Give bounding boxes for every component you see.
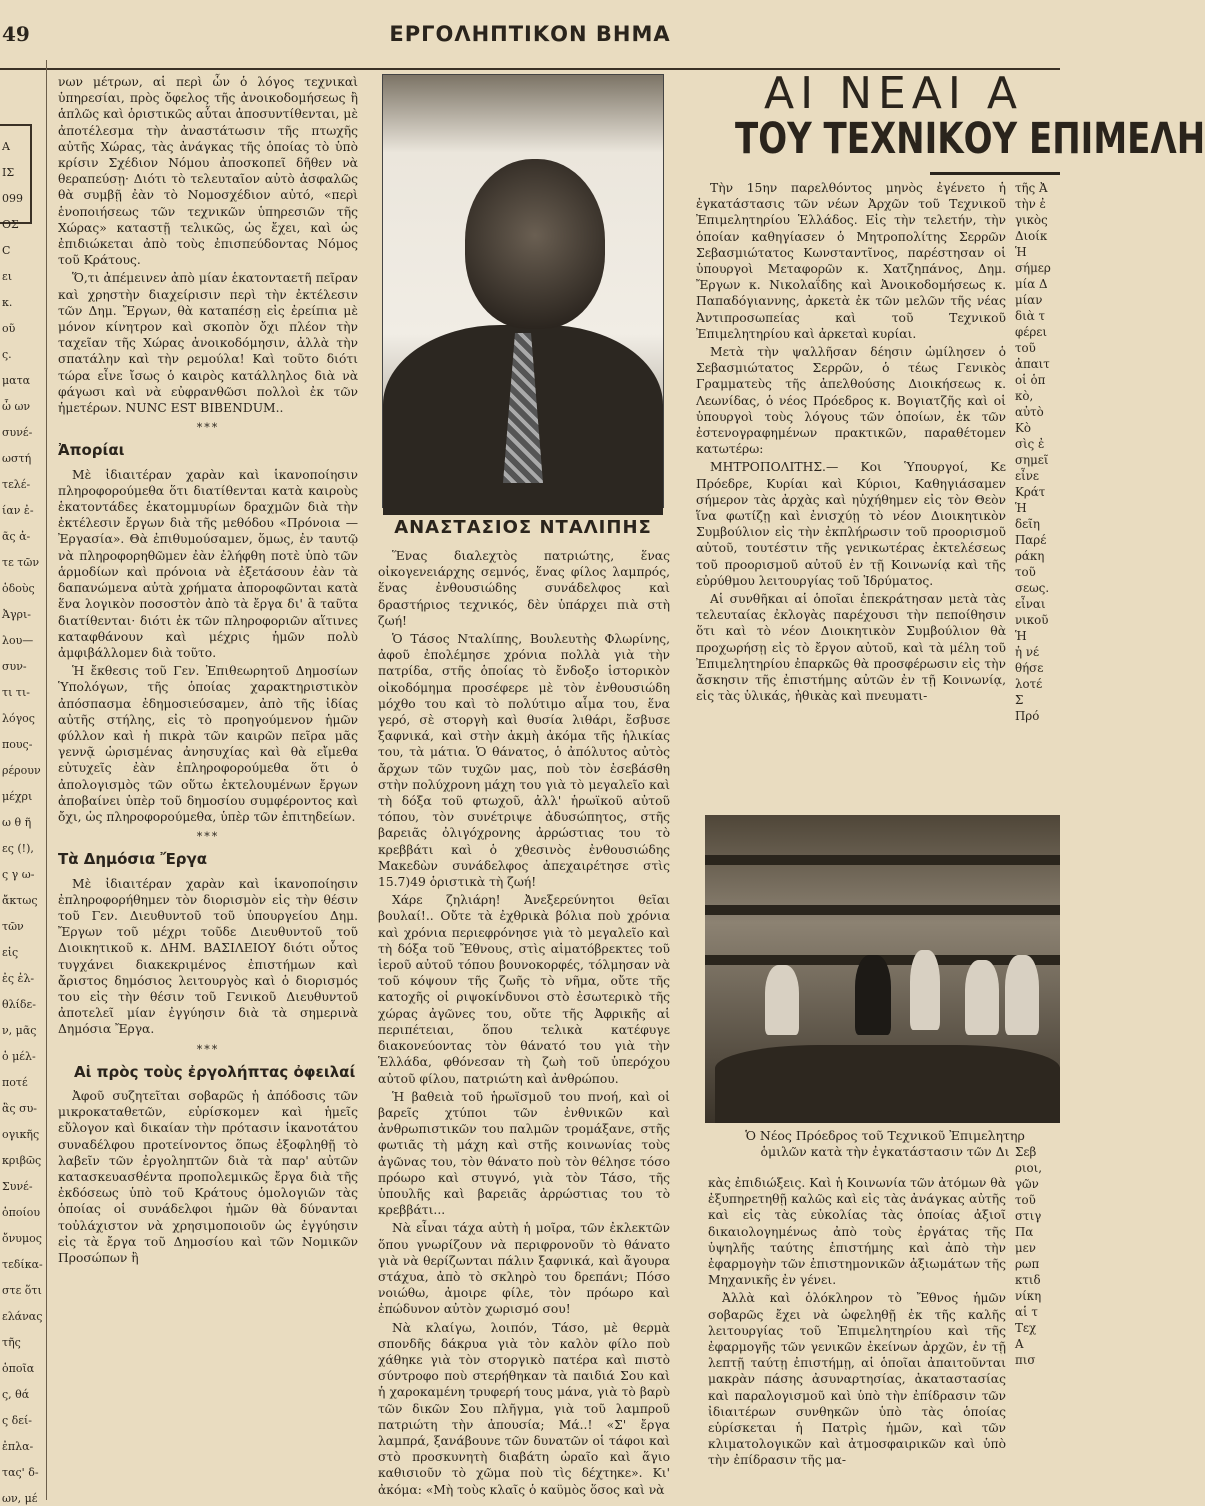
cutoff-fragment: θλίδε- (2, 998, 36, 1011)
cutoff-fragment: C (2, 244, 11, 257)
section-ofeilai-text (58, 1088, 358, 1266)
obituary-text (378, 548, 670, 1498)
section-title-aporiai: Ἀπορίαι (58, 441, 125, 460)
paragraph: ΜΗΤΡΟΠΟΛΙΤΗΣ.— Κοι Ὑπουργοί, Κε Πρόεδρε, Κυρίαι καὶ Κύριοι, Καθηγιάσαμεν σήμερον τὰς ἀρχὰς καὶ ηὐχήθημεν εἰς τὸν Θεὸν ἵνα φωτίζῃ καὶ ἐνισχύῃ τὸ νέον Διοικητικὸν Συμβούλιον εἰς τὴν ἐκπλήρωσιν τοῦ προορισμοῦ αὐτοῦ, τουτέστιν τῆς γενικωτέρας ἐκτελέσεως τοῦ προορισμοῦ αὐτοῦ ἐν τῇ Κοινωνίᾳ καὶ τῆς εὐρύθμου λειτουργίας τοῦ Ἱδρύματος. (696, 460, 1006, 588)
cutoff-fragment: ἂς συ- (2, 1102, 37, 1115)
photo-figure (1005, 955, 1039, 1035)
edge-fragment: φέρει (1015, 325, 1048, 339)
edge-fragment: ριοι, (1015, 1161, 1043, 1175)
edge-fragment: σήμερ (1015, 261, 1051, 275)
cutoff-fragment: ποτέ (2, 1076, 28, 1089)
edge-fragment: Σ (1015, 693, 1024, 707)
paragraph: Ἡ ἔκθεσις τοῦ Γεν. Ἐπιθεωρητοῦ Δημοσίων Ὑπολόγων, τῆς ὁποίας χαρακτηριστικὸν ἀπόσπασμα ἐδημοσιεύσαμεν, ἀπὸ τῆς ἰδίας αὐτῆς στήλης, εἰς τὸ προηγούμενον ἡμῶν φύλλον καὶ ἡ πικρὰ τῶν καιρῶν πεῖρα μᾶς γεννᾷ ὡρισμένας ἀνησυχίας καὶ θὰ εἴμεθα εὐτυχεῖς ἐὰν ἐπληροφορούμεθα ὅτι ὁ ἀπολογισμὸς τῶν οὕτω ἐκτελουμένων ἔργων ἀποβαίνει ὑπὲρ τοῦ δημοσίου συμφέροντος καὶ ὄχι, ὡς πληροφορούμεθα, ὑπὲρ τῶν ἐπιτηδείων. (58, 664, 358, 824)
photo-figure (965, 960, 999, 1035)
cutoff-fragment: ν, μᾶς (2, 1024, 37, 1037)
edge-fragment: κὸ, (1015, 389, 1034, 403)
photo-shelf (705, 905, 1060, 915)
edge-fragment: Α (1015, 1337, 1024, 1351)
cutoff-fragment: ς δεί- (2, 1414, 33, 1427)
edge-fragment: εἶναι (1015, 597, 1046, 611)
separator-stars: *** (196, 421, 220, 435)
cutoff-fragment: ᾶς ἀ- (2, 530, 31, 543)
page-number: 49 (2, 22, 30, 46)
cutoff-fragment: ὁποῖα (2, 1362, 35, 1375)
edge-fragment: τοῦ (1015, 565, 1036, 579)
right-column-text (696, 180, 1006, 800)
cutoff-fragment: ματα (2, 374, 31, 387)
edge-fragment: γικὸς (1015, 213, 1048, 227)
edge-fragment: ἡ νέ (1015, 645, 1040, 659)
portrait-head (465, 159, 605, 329)
edge-fragment: Ἡ (1015, 245, 1027, 259)
cutoff-fragment: ρέρουν (2, 764, 41, 777)
paragraph: Μὲ ἰδιαιτέραν χαρὰν καὶ ἱκανοποίησιν πληροφορούμεθα ὅτι διατίθενται κατὰ καιροὺς ἑκατοντάδες ἑκατομμυρίων δραχμῶν διὰ τὴν ἐκτέλεσιν ἔργων διὰ τῆς μεθόδου «Πρόνοια — Ἐργασία». Θὰ ἐπιθυμούσαμεν, ὅμως, ἐν ταυτῷ νὰ πληροφορηθῶμεν ἐὰν ἐλήφθη ποτὲ ὑπὸ τῶν ἁρμοδίων καὶ πρόνοια νὰ ἐξετάσουν ἐὰν τὰ δαπανώμενα αὐτὰ χρήματα ἀποροφῶνται κατὰ ἕνα λογικὸν ποσοστὸν ἀπὸ τὰ ἔργα δι' ἃ ταῦτα διατίθενται· διότι ἐκ τῶν πληροφοριῶν αἵτινες καταφθάνουν καὶ μέχρις ἡμῶν πολὺ ἀμφιβάλλομεν διὰ τοῦτο. (58, 467, 358, 660)
cutoff-fragment: τι τι- (2, 686, 31, 699)
paragraph: Νὰ κλαίγω, λοιπόν, Τάσο, μὲ θερμὰ σπονδῆς δάκρυα γιὰ τὸν καλὸν φίλο ποὺ χάθηκε γιὰ τὸν στοργικὸ πατέρα καὶ πιστὸ σύντροφο ποὺ στερήθηκαν τὰ παιδιά Σου καὶ ἡ χαροκαμένη τρυφερή τους μάνα, γιὰ τὸ βαρὺ τῶν δικῶν Σου πλῆγμα, γιὰ τοῦ λαμπροῦ πατριώτη τὴν ἀπουσία; Μά..! «Σ' ἔργα λαμπρά, ξανάβουνε τῶν δυνατῶν οἱ τάφοι καὶ στὸ προσκυνητὴ διαβάτη ὡραῖο καὶ ἅγιο καθισιοῦν τὸ χῶμα ποὺ τὶς δέχτηκε». Κι' ἀκόμα: «Μὴ τοὺς κλαῖς ὁ καϋμὸς ὅσος καὶ νὰ (378, 1320, 670, 1497)
edge-fragment: σημεῖ (1015, 453, 1049, 467)
section-dimosia-erga-text (58, 876, 358, 1038)
cutoff-fragment: ω θ ῆ (2, 816, 32, 829)
cutoff-fragment: συν- (2, 660, 27, 673)
cutoff-fragment: ΙΣ (2, 166, 15, 179)
edge-fragment: ρωπ (1015, 1257, 1040, 1271)
edge-fragment: οἱ ὁπ (1015, 373, 1046, 387)
headline-rule (930, 172, 1060, 175)
left-cutoff-column (0, 60, 47, 1505)
separator-stars: *** (196, 1042, 220, 1056)
edge-fragment: αὐτὸ (1015, 405, 1044, 419)
separator-stars: *** (196, 830, 220, 844)
edge-fragment: μίαν (1015, 293, 1043, 307)
cutoff-fragment: ς, θά (2, 1388, 30, 1401)
edge-fragment: τοῦ (1015, 341, 1036, 355)
cutoff-fragment: στε ὅτι (2, 1284, 42, 1297)
edge-fragment: Ἡ (1015, 629, 1027, 643)
article-text (696, 180, 1006, 705)
paragraph: Ἡ βαθειὰ τοῦ ἡρωϊσμοῦ του πνοή, καὶ οἱ βαρεῖς χτύποι τῶν ἐνθνικῶν καὶ ἀνθρωπιστικῶν του παλμῶν τρομάξανε, στῆς φωτιᾶς τὴ μάχη καὶ στῆς κοινωνίας τοὺς ἀγῶνας του, τὸν θάνατο ποὺ τὸν θέλησε τόσο πρόωρο καὶ στυγνό, γιὰ τὸν Τάσο, τῆς ὑπουλῆς καὶ βαρειᾶς ἀρρώστιας του τὸ κρεββάτι... (378, 1089, 670, 1218)
cutoff-fragment: τῶν (2, 920, 24, 933)
left-intro-text (58, 74, 358, 416)
paragraph: Αἱ συνθῆκαι αἱ ὁποῖαι ἐπεκράτησαν μετὰ τὰς τελευταίας ἐκλογὰς παρέχουσι τὴν πεποίθησιν ὅτι καὶ τὸ νέον Διοικητικὸν Συμβούλιον θὰ προχωρήσῃ εἰς τὸ ἔργον αὐτοῦ, καὶ τὰ μέλη τοῦ Ἐπιμελητηρίου ἐπαρκῶς θὰ προσφέρωσιν εἰς τὴν ἄσκησιν τῆς ἐπιστήμης αὐτῶν ἐν τῇ Κοινωνίᾳ, εἰς τὰς ὑλικάς, ἠθικὰς καὶ πνευματι- (696, 592, 1006, 704)
cutoff-fragment: ων, μέ (2, 1492, 38, 1505)
cutoff-fragment: τεδίκα- (2, 1258, 43, 1271)
edge-fragment: σὶς ἐ (1015, 437, 1045, 451)
edge-fragment: μία Δ (1015, 277, 1048, 291)
paragraph: κὰς ἐπιδιώξεις. Καὶ ἡ Κοινωνία τῶν ἀτόμων θὰ ἐξυπηρετηθῇ καλῶς καὶ εἰς τὰς ἀνάγκας αὐτῆς καὶ εἰς τὰς εὐκολίας τὰς ὁποίας ἀξιοῖ δικαιολογημένως ἀπὸ τοὺς ἐργάτας τῆς ὑψηλῆς ταύτης ἐπιστήμης καὶ ἀπὸ τὴν ἐφαρμογὴν τῶν ἐπιστημονικῶν ἀξιωμάτων τῆς Μηχανικῆς ἐν γένει. (708, 1176, 1006, 1288)
edge-fragment: πισ (1015, 1353, 1036, 1367)
paragraph: Ἀλλὰ καὶ ὁλόκληρον τὸ Ἔθνος ἡμῶν σοβαρῶς ἔχει νὰ ὠφεληθῇ ἐκ τῆς καλῆς λειτουργίας τοῦ Ἐπιμελητηρίου καὶ τῆς ἐφαρμογῆς τῶν γενικῶν ἐκείνων ἀρχῶν, ἐν τῇ λεπτῇ ταύτῃ ἐπιστήμῃ, αἱ ὁποῖαι ἀπαιτοῦνται μακρὰν πάσης ἀσυναρτησίας, ἀκαταστασίας καὶ παραλογισμοῦ καὶ ὑπὸ τὴν ἐπίδρασιν τῶν ἰδιαιτέρων συνθηκῶν ὑπὸ τὰς ὁποίας εὑρίσκεται ἡ Πατρὶς ἡμῶν, καὶ τῶν κλιματολογικῶν καὶ ἀτμοσφαιρικῶν καὶ ὑπὸ τὴν ἐπίδρασιν τῆς μα- (708, 1291, 1006, 1468)
cutoff-fragment: ς γ ω- (2, 868, 35, 881)
cutoff-fragment: Ἀγρι- (2, 608, 32, 621)
paragraph: Νὰ εἶναι τάχα αὐτὴ ἡ μοῖρα, τῶν ἐκλεκτῶν ὅπου γνωρίζουν νὰ περιφρονοῦν τὸ θάνατο γιὰ νὰ θερίζωνται πάλιν ξαφνικά, καὶ ἄγουρα στάχυα, ἀπὸ τὸ σκληρὸ του δρεπάνι; Πόσο νοιώθω, ἀμοιρε φίλε, τὸν πρόωρο καὶ ἐπώδυνον αὐτὸν χωρισμό σου! (378, 1221, 670, 1317)
edge-fragment: Τεχ (1015, 1321, 1037, 1335)
ceremony-caption (710, 1128, 1060, 1160)
cutoff-fragment: ίαν ἐ- (2, 504, 34, 517)
edge-fragment: σεως. (1015, 581, 1050, 595)
cutoff-fragment: ογικῆς (2, 1128, 40, 1141)
edge-fragment: Διοίκ (1015, 229, 1048, 243)
cutoff-fragment: συνέ- (2, 426, 33, 439)
portrait-caption: ΑΝΑΣΤΑΣΙΟΣ ΝΤΑΛΙΠΗΣ (394, 517, 652, 538)
edge-fragment: Κράτ (1015, 485, 1046, 499)
edge-fragment: Κὸ (1015, 421, 1031, 435)
cutoff-fragment: ς. (2, 348, 12, 361)
edge-fragment: εἶνε (1015, 469, 1040, 483)
paragraph: Μὲ ἰδιαιτέραν χαρὰν καὶ ἱκανοποίησιν ἐπληροφορήθημεν τὸν διορισμὸν εἰς τὴν θέσιν τοῦ Γεν. Διευθυντοῦ τοῦ ὑπουργείου Δημ. Ἔργων τοῦ μέχρι τοῦδε Διευθυντοῦ τοῦ Διοικητικοῦ κ. ΔΗΜ. ΒΑΣΙΛΕΙΟΥ διότι οὗτος τυγχάνει διακεκριμένος ἐπιστήμων καὶ ἄριστος δημόσιος λειτουργὸς καὶ ὁ διορισμός του εἰς τὴν θέσιν τοῦ Γενικοῦ Διευθυντοῦ ἀποτελεῖ μίαν ἐγγύησιν διὰ τὰ σημερινὰ Δημόσια Ἔργα. (58, 876, 358, 1037)
cutoff-fragment: ει (2, 270, 13, 283)
cutoff-fragment: ὧ ων (2, 400, 31, 413)
edge-fragment: Πρό (1015, 709, 1040, 723)
paragraph: Χάρε ζηλιάρη! Ἀνεξερεύνητοι θεῖαι βουλαί!.. Οὔτε τὰ ἐχθρικὰ βόλια ποὺ χρόνια καὶ χρόνια περιεφρόνησε γιὰ τὸ μεγαλεῖο καὶ τὴ δόξα τοῦ Ἔθνους, στὶς αἱματόβρεκτες τοῦ ἱεροῦ αὐτοῦ τόπου βουνοκορφές, τόλμησαν νὰ τοῦ κόψουν τῆς ζωῆς τὸ νῆμα, οὔτε τῆς κατοχῆς οἱ ριψοκίνδυνοι στὸ ἐσωτερικὸ τῆς χώρας ἀγῶνες του, οὔτε τῆς Ἀφρικῆς αἱ περιπέτειαι, ὅπου τελικὰ κατέφυγε διακονεύοντας τὸν θάνατό του γιὰ τὴν Ἑλλάδα, φθόνεσαν τὴ ζωὴ τοῦ ὑπερόχου αὐτοῦ φίλου, πατριώτη καὶ ἀνθρώπου. (378, 893, 670, 1086)
ceremony-photo (705, 815, 1060, 1123)
paragraph: Ὅ,τι ἀπέμεινεν ἀπὸ μίαν ἑκατονταετῆ πεῖραν καὶ χρηστὴν διαχείρισιν περὶ τὴν ἐκτέλεσιν τῶν Δημ. Ἔργων, θὰ καταπέσῃ εἰς ἐρείπια μὲ μόνον κίνητρον καὶ σκοπὸν ὄχι πλέον τὴν ταχεῖαν τῆς Χώρας ἀνοικοδόμησιν, ἀλλὰ τὴν σπατάλην καὶ τὴν ρεμούλα! Καὶ τοῦτο διότι τώρα εἶνε ἴσως ὁ καιρὸς κατάλληλος διὰ νὰ φάγωσι καὶ νὰ εὐφρανθῶσι πολλοὶ ἐκ τῶν ἡμετέρων. NUNC EST BIBENDUM.. (58, 271, 358, 416)
edge-fragment: μεν (1015, 1241, 1036, 1255)
middle-column-text (378, 548, 670, 1500)
edge-fragment: Ἡ (1015, 501, 1027, 515)
cutoff-fragment: ΟΣ (2, 218, 19, 231)
edge-fragment: νικοῦ (1015, 613, 1049, 627)
cutoff-fragment: λου— (2, 634, 34, 647)
cutoff-fragment: ἐς ἐλ- (2, 972, 35, 985)
cutoff-fragment: ωστή (2, 452, 32, 465)
edge-fragment-list (1015, 180, 1060, 1368)
photo-figure (855, 955, 891, 1035)
ceremony-caption-line-2: ὁμιλῶν κατὰ τὴν ἐγκατάστασιν τῶν Δι (760, 1144, 1010, 1159)
cutoff-fragment: τῆς (2, 1336, 21, 1349)
cutoff-fragment: οῦ (2, 322, 16, 335)
cutoff-fragment: εἰς (2, 946, 19, 959)
edge-fragment: Σεβ (1015, 1145, 1037, 1159)
edge-fragment: γῶν (1015, 1177, 1039, 1191)
masthead: ΕΡΓΟΛΗΠΤΙΚΟΝ ΒΗΜΑ (389, 22, 671, 46)
edge-fragment: ἀπαιτ (1015, 357, 1050, 371)
cutoff-fragment: ες (!), (2, 842, 34, 855)
portrait-photo (382, 74, 664, 508)
edge-fragment: λοτέ (1015, 677, 1043, 691)
cutoff-fragment: Συνέ- (2, 1180, 33, 1193)
section-title-dimosia-erga: Τὰ Δημόσια Ἔργα (58, 850, 208, 869)
cutoff-fragment: μέχρι (2, 790, 33, 803)
section-aporiai-text (58, 467, 358, 825)
edge-fragment: δεῖη (1015, 517, 1040, 531)
paragraph: Μετὰ τὴν ψαλλῆσαν δέησιν ὡμίλησεν ὁ Σεβασμιώτατος Σερρῶν, ὁ τέως Γενικὸς Γραμματεὺς τῆς ἀπελθούσης Διοικήσεως κ. Λεωνίδας, ὁ νέος Πρόεδρος κ. Βογιατζῆς καὶ οἱ ὑπουργοὶ τοὺς λόγους τῶν ὁποίων, ἐκ τῶν ἐστενογραφημένων πρακτικῶν, παραθέτομεν κατωτέρω: (696, 345, 1006, 457)
paragraph: νων μέτρων, αἱ περὶ ὧν ὁ λόγος τεχνικαὶ ὑπηρεσίαι, πρὸς ὄφελος τῆς ἀνοικοδομήσεως ἢ ἁπλῶς καὶ ὁριστικῶς αὗται ἀποσυντίθενται, μὲ ἀποτέλεσμα τὴν ἀναστάτωσιν τῆς πτωχῆς αὐτῆς Χώρας, τὰς ἀνάγκας τῆς ὁποίας τὸ ὑπὸ κρίσιν Σχέδιον Νόμου ἀποσκοπεῖ δῆθεν νὰ θεραπεύσῃ· Διότι τὸ τελευταῖον αὐτὸ ἀσφαλῶς θὰ συμβῇ ἐὰν τὸ Νομοσχέδιον αὐτό, «περὶ ἑνοποιήσεως τῶν τεχνικῶν ὑπηρεσιῶν τῆς Χώρας» καταστῇ τελικῶς, ὡς ἔχει, καὶ ὡς ἐπιδιώκεται ἀπὸ τοὺς ἐπισπεύδοντας Νόμος τοῦ Κράτους. (58, 75, 358, 268)
edge-fragment: διὰ τ (1015, 309, 1045, 323)
edge-fragment: στιγ (1015, 1209, 1042, 1223)
paragraph: Ὁ Τάσος Νταλίπης, Βουλευτὴς Φλωρίνης, ἀφοῦ ἐπολέμησε χρόνια πολλὰ γιὰ τὴν πατρίδα, στῆς ὁποίας τὸ ἔνδοξο ἱστορικὸν οἰκοδόμημα προσέφερε μὲ τὸν ἐνθουσιώδη μόχθο του καὶ τὸ πολύτιμο αἷμα του, ἕνα γερό, σὲ στοργὴ καὶ θυσία λιθάρι, ἔσβυσε ξαφνικά, καὶ στὴν ἀκμὴ ἀκόμα τῆς ἡλικίας του, τὰ μάτια. Ὁ θάνατος, ὁ ἀπόλυτος αὐτὸς ἄρχων τῶν τυχῶν μας, ποὺ τὸν ἐσεβάσθη στὴν πολύχρονη μάχη του γιὰ τὸ μεγαλεῖο καὶ τὴ δόξα τοῦ φτωχοῦ, ἀλλ' ἡρωϊκοῦ αὐτοῦ τόπου, τὸν συνέτριψε ἀδυσώπητος, στῆς βαρειᾶς ὀλιγόχρονης ἀρρώστιας του τὸ κρεββάτι καὶ ὁ χθεσινὸς ἐνθουσιώδης Μακεδὼν συνάδελφος ἀπεχαιρέτησε στὶς 15.7)49 ὁριστικὰ τὴ ζωή! (378, 632, 670, 890)
photo-shelf (705, 855, 1060, 865)
cutoff-fragment: ἐπλα- (2, 1440, 34, 1453)
photo-figure (765, 965, 799, 1035)
right-lower-text (708, 1175, 1006, 1500)
cutoff-fragment: τε τῶν (2, 556, 40, 569)
cutoff-fragment: 099 (2, 192, 23, 205)
headline-line-1: ΑΙ ΝΕΑΙ Α (764, 68, 1023, 119)
edge-fragment: Παρέ (1015, 533, 1047, 547)
cutoff-fragment: ὄνυμος (2, 1232, 42, 1245)
page-header (0, 18, 1060, 54)
cutoff-fragment: πους- (2, 738, 33, 751)
paragraph: Ἀφοῦ συζητεῖται σοβαρῶς ἡ ἀπόδοσις τῶν μικροκαταθετῶν, εὑρίσκομεν καὶ ἡμεῖς εὔλογον καὶ δικαίαν τὴν πρότασιν ἱκανοτάτου συναδέλφου προτείνοντος ὅπως ἐξοφληθῇ τὸ λαβεῖν τῶν ἐργοληπτῶν διὰ τὰ παρ' αὐτῶν κατασκευασθέντα προπολεμικῶς ἔργα διὰ τῆς ἐκδόσεως ὑπὸ τοῦ Κράτους ὁμολογιῶν τὰς ὁποίας οἱ συνάδελφοι ἡμῶν θὰ δύνανται τοὐλάχιστον νὰ χρησιμοποιοῦν ὡς ἐγγύησιν εἰς τὰ ἔργα τοῦ Δημοσίου καὶ τῶν Νομικῶν Προσώπων ἢ (58, 1088, 358, 1266)
cutoff-fragment: ἄκτως (2, 894, 38, 907)
article-continued-text (708, 1175, 1006, 1469)
section-title-ofeilai: Αἱ πρὸς τοὺς ἐργολήπτας ὀφειλαί (74, 1062, 356, 1081)
cutoff-fragment: τας' δ- (2, 1466, 39, 1479)
edge-fragment: Πα (1015, 1225, 1034, 1239)
photo-audience (715, 1045, 1060, 1123)
cutoff-fragment: ὁποίου (2, 1206, 41, 1219)
edge-fragment: νίκη (1015, 1289, 1042, 1303)
headline-line-2: ΤΟΥ ΤΕΧΝΙΚΟΥ ΕΠΙΜΕΛΗ (735, 114, 1205, 164)
edge-fragment: θήσε (1015, 661, 1044, 675)
cutoff-fragment: ὁ μέλ- (2, 1050, 36, 1063)
paragraph: Ἕνας διαλεχτὸς πατριώτης, ἕνας οἰκογενειάρχης σεμνός, ἕνας φίλος λαμπρός, ἕνας ἐνθουσιώδης συνάδελφος καὶ δραστήριος τεχνικός, δὲν ὑπάρχει πιὰ στὴ ζωή! (378, 549, 670, 628)
cutoff-fragment: ὁδοὺς (2, 582, 35, 595)
right-edge-fragments-top (1015, 180, 1060, 1368)
edge-fragment: ράκη (1015, 549, 1045, 563)
edge-fragment: αἱ τ (1015, 1305, 1038, 1319)
edge-fragment: τὴν ἐ (1015, 197, 1046, 211)
cutoff-fragment: τελέ- (2, 478, 31, 491)
photo-figure (910, 950, 940, 1030)
cutoff-fragment: κριβῶς (2, 1154, 42, 1167)
left-column (58, 74, 358, 1500)
cutoff-fragment: Α (2, 140, 10, 153)
cutoff-fragment: λόγος (2, 712, 35, 725)
edge-fragment: τοῦ (1015, 1193, 1036, 1207)
cutoff-fragment: κ. (2, 296, 13, 309)
paragraph: Τὴν 15ην παρελθόντος μηνὸς ἐγένετο ἡ ἐγκατάστασις τῶν νέων Ἀρχῶν τοῦ Τεχνικοῦ Ἐπιμελητηρίου Ἑλλάδος. Εἰς τὴν τελετήν, τὴν ὁποίαν καθηγίασεν ὁ Μητροπολίτης Σερρῶν Σεβασμιώτατος Κωνσταντῖνος, παρέστησαν οἱ ὑπουργοὶ Μεταφορῶν κ. Χατζηπάνος, Δημ. Ἔργων κ. Νικολαΐδης καὶ Ἀνοικοδομήσεως κ. Παπαδόγιαννης, ἀρκετὰ ἐκ τῶν μελῶν τῆς νέας Ἀντιπροσωπείας καὶ τοῦ Τεχνικοῦ Ἐπιμελητηρίου καὶ ἀρκεταὶ κυρίαι. (696, 181, 1006, 341)
ceremony-caption-line-1: Ὁ Νέος Πρόεδρος τοῦ Τεχνικοῦ Ἐπιμελητηρ (745, 1128, 1025, 1143)
cutoff-fragment: ελάνας (2, 1310, 43, 1323)
edge-fragment: κτιδ (1015, 1273, 1041, 1287)
edge-fragment: τῆς Ἀ (1015, 181, 1048, 195)
